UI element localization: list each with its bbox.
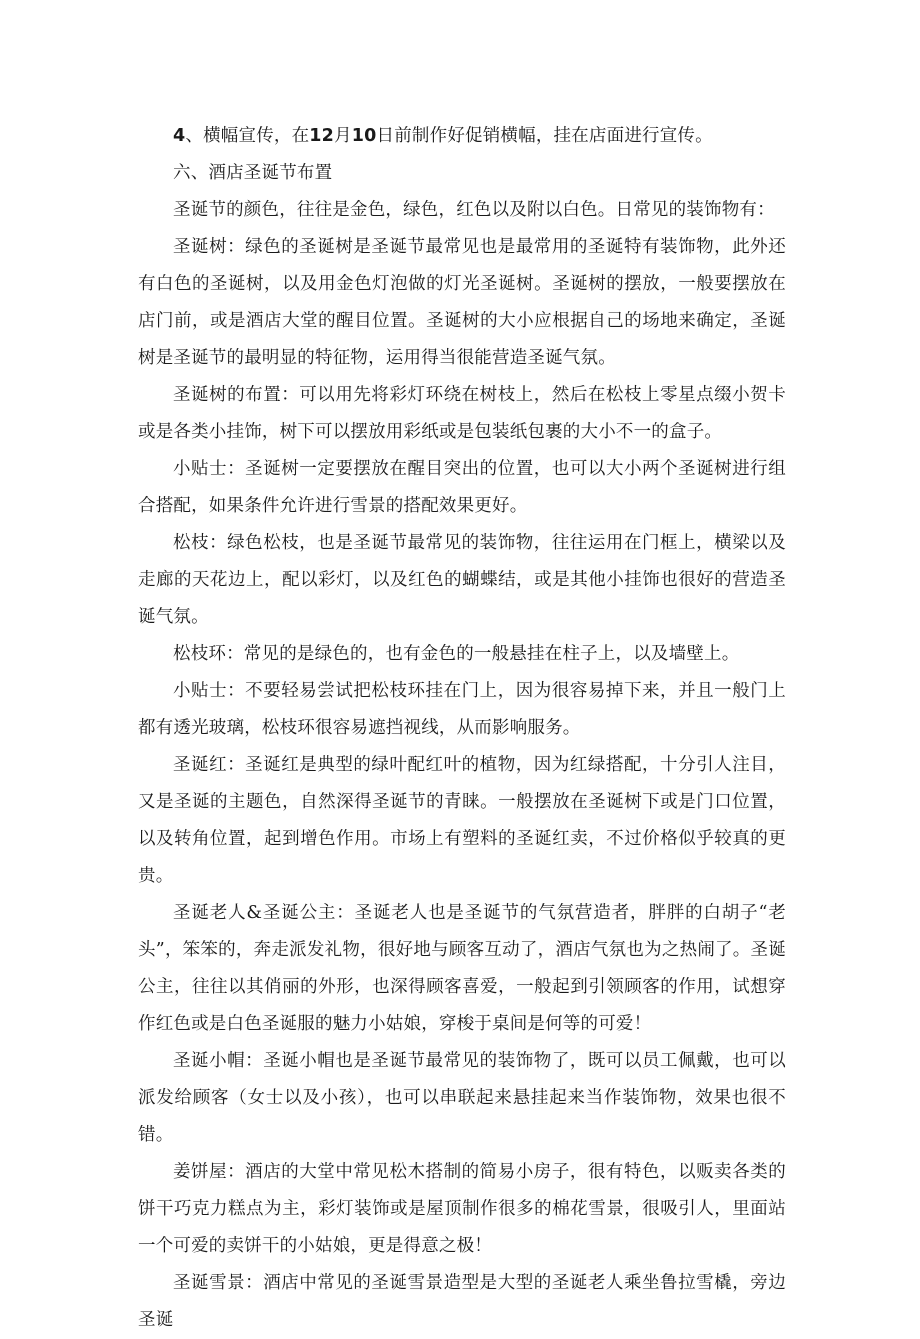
paragraph-text: 日前制作好促销横幅，挂在店面进行宣传。 bbox=[376, 126, 713, 146]
paragraph-pine-branch: 松枝：绿色松枝，也是圣诞节最常见的装饰物，往往运用在门框上，横梁以及走廊的天花边上，配以彩灯，以及红色的蝴蝶结，或是其他小挂饰也很好的营造圣诞气氛。 bbox=[138, 533, 786, 627]
document-body bbox=[138, 118, 786, 1339]
list-number: 4 bbox=[173, 126, 186, 146]
paragraph-pine-wreath: 松枝环：常见的是绿色的，也有金色的一般悬挂在柱子上，以及墙壁上。 bbox=[173, 644, 740, 664]
paragraph-tip-tree: 小贴士：圣诞树一定要摆放在醒目突出的位置，也可以大小两个圣诞树进行组合搭配，如果条件允许进行雪景的搭配效果更好。 bbox=[138, 459, 786, 516]
paragraph-gingerbread-house: 姜饼屋：酒店的大堂中常见松木搭制的简易小房子，很有特色，以贩卖各类的饼干巧克力糕点为主，彩灯装饰或是屋顶制作很多的棉花雪景，很吸引人，里面站一个可爱的卖饼干的小姑娘，更是得意之极！ bbox=[138, 1162, 786, 1256]
paragraph-christmas-tree: 圣诞树：绿色的圣诞树是圣诞节最常见也是最常用的圣诞特有装饰物，此外还有白色的圣诞树，以及用金色灯泡做的灯光圣诞树。圣诞树的摆放，一般要摆放在店门前，或是酒店大堂的醒目位置。圣诞树的大小应根据自己的场地来确定，圣诞树是圣诞节的最明显的特征物，运用得当很能营造圣诞气氛。 bbox=[138, 237, 786, 368]
paragraph-banner-promotion bbox=[138, 118, 786, 155]
month-number: 12 bbox=[309, 126, 335, 146]
day-number: 10 bbox=[351, 126, 377, 146]
section-heading: 六、酒店圣诞节布置 bbox=[173, 163, 333, 183]
paragraph-snow-scene: 圣诞雪景：酒店中常见的圣诞雪景造型是大型的圣诞老人乘坐鲁拉雪橇，旁边圣诞 bbox=[138, 1273, 786, 1330]
paragraph-santa-princess: 圣诞老人&圣诞公主：圣诞老人也是圣诞节的气氛营造者，胖胖的白胡子“老头”，笨笨的，奔走派发礼物，很好地与顾客互动了，酒店气氛也为之热闹了。圣诞公主，往往以其俏丽的外形，也深得顾客喜爱，一般起到引领顾客的作用，试想穿作红色或是白色圣诞服的魅力小姑娘，穿梭于桌间是何等的可爱！ bbox=[138, 903, 786, 1034]
paragraph-text: 月 bbox=[334, 126, 352, 146]
paragraph-tree-decoration: 圣诞树的布置：可以用先将彩灯环绕在树枝上，然后在松枝上零星点缀小贺卡或是各类小挂饰，树下可以摆放用彩纸或是包装纸包裹的大小不一的盒子。 bbox=[138, 385, 786, 442]
paragraph-poinsettia: 圣诞红：圣诞红是典型的绿叶配红叶的植物，因为红绿搭配，十分引人注目，又是圣诞的主题色，自然深得圣诞节的青睐。一般摆放在圣诞树下或是门口位置，以及转角位置，起到增色作用。市场上有塑料的圣诞红卖，不过价格似乎较真的更贵。 bbox=[138, 755, 786, 886]
paragraph-text: 、横幅宣传，在 bbox=[185, 126, 310, 146]
paragraph-santa-hat: 圣诞小帽：圣诞小帽也是圣诞节最常见的装饰物了，既可以员工佩戴，也可以派发给顾客（女士以及小孩），也可以串联起来悬挂起来当作装饰物，效果也很不错。 bbox=[138, 1051, 786, 1145]
paragraph-tip-wreath: 小贴士：不要轻易尝试把松枝环挂在门上，因为很容易掉下来，并且一般门上都有透光玻璃，松枝环很容易遮挡视线，从而影响服务。 bbox=[138, 681, 786, 738]
paragraph-colors: 圣诞节的颜色，往往是金色，绿色，红色以及附以白色。日常见的装饰物有： bbox=[173, 200, 775, 220]
